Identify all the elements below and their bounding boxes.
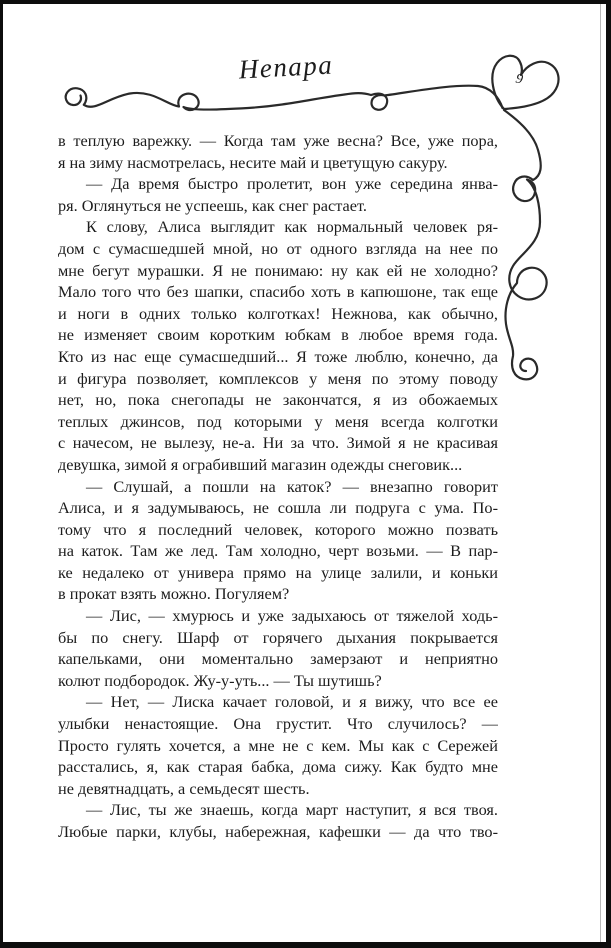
text-line: нет, но, пока снегопады не закончатся, я из обожаемых bbox=[58, 390, 498, 410]
text-line: улыбки ненастоящие. Она грустит. Что случилось? — bbox=[58, 714, 498, 734]
paragraph bbox=[58, 691, 498, 799]
book-page bbox=[3, 4, 606, 942]
paragraph bbox=[58, 799, 498, 842]
text-line: Мало того что без шапки, спасибо хоть в капюшоне, так еще bbox=[58, 282, 498, 302]
text-line: колют подбородок. Жу-у-уть... — Ты шутишь? bbox=[58, 670, 382, 690]
text-line: дом с сумасшедшей мной, но от одного взгляда на нее по bbox=[58, 238, 498, 258]
text-line: Алиса, и я задумываюсь, не сошла ли подруга с ума. По- bbox=[58, 498, 498, 518]
text-line: с начесом, не вылезу, не-а. Ни за что. Зимой я не красивая bbox=[58, 433, 498, 453]
right-squiggle-path bbox=[504, 110, 547, 379]
text-line: в теплую варежку. — Когда там уже весна? Все, уже пора, bbox=[58, 131, 498, 150]
text-line: — Лис, ты же знаешь, когда март наступит, я вся твоя. bbox=[86, 800, 498, 820]
text-line: и фигура позволяет, комплексов у меня по этому поводу bbox=[58, 368, 498, 388]
text-line: я на зиму насмотрелась, несите май и цветущую сакуру. bbox=[58, 152, 448, 172]
text-line: ке недалеко от универа прямо на улице залили, и коньки bbox=[58, 562, 498, 582]
paragraph bbox=[58, 476, 498, 606]
paragraph bbox=[58, 605, 498, 691]
paragraph bbox=[58, 130, 498, 173]
text-line: — Слушай, а пошли на каток? — внезапно говорит bbox=[86, 476, 498, 496]
text-line: — Лис, — хмурюсь и уже задыхаюсь от тяжелой ходь- bbox=[86, 606, 498, 626]
text-line: и ноги в одних только колготках! Нежнова, как обычно, bbox=[58, 303, 498, 323]
text-line: К слову, Алиса выглядит как нормальный человек ря- bbox=[86, 217, 498, 237]
text-line: — Да время быстро пролетит, вон уже середина янва- bbox=[86, 174, 498, 194]
text-line: не девятнадцать, а семьдесят шесть. bbox=[58, 778, 310, 798]
page-edge-line bbox=[600, 4, 601, 942]
paragraph bbox=[58, 216, 498, 475]
text-line: в прокат взять можно. Погуляем? bbox=[58, 584, 290, 604]
text-line: девушка, зимой я ограбивший магазин одежды снеговик... bbox=[58, 454, 463, 474]
text-line: Кто из нас еще сумасшедший... Я тоже люблю, конечно, да bbox=[58, 346, 498, 366]
text-line: не изменяет своим коротким юбкам в любое время года. bbox=[58, 325, 498, 345]
text-line: Просто гулять хочется, а мне не с кем. Мы как с Сережей bbox=[58, 735, 498, 755]
page-title: Непара bbox=[238, 49, 334, 85]
text-line: Любые парки, клубы, набережная, кафешки — да что тво- bbox=[58, 822, 498, 841]
text-line: — Нет, — Лиска качает головой, и я вижу, что все ее bbox=[86, 692, 498, 712]
text-line: мне бегут мурашки. Я не понимаю: ну как ей не холодно? bbox=[58, 260, 498, 280]
text-line: капельками, они моментально замерзают и неприятно bbox=[58, 649, 498, 669]
text-line: ря. Оглянуться не успеешь, как снег растает. bbox=[58, 195, 367, 215]
text-line: расстались, я, как старая бабка, дома сижу. Как будто мне bbox=[58, 757, 498, 777]
body-text bbox=[58, 130, 498, 843]
text-line: теплых джинсов, под которыми у меня всегда колготки bbox=[58, 411, 498, 431]
paragraph bbox=[58, 173, 498, 216]
page-number: 9 bbox=[514, 71, 525, 88]
text-line: бы по снегу. Шарф от горячего дыхания покрывается bbox=[58, 627, 498, 647]
text-line: тому что я последний человек, которого можно позвать bbox=[58, 519, 498, 539]
text-line: на каток. Там же лед. Там холодно, черт возьми. — В пар- bbox=[58, 541, 498, 561]
right-margin-squiggle bbox=[504, 110, 547, 379]
